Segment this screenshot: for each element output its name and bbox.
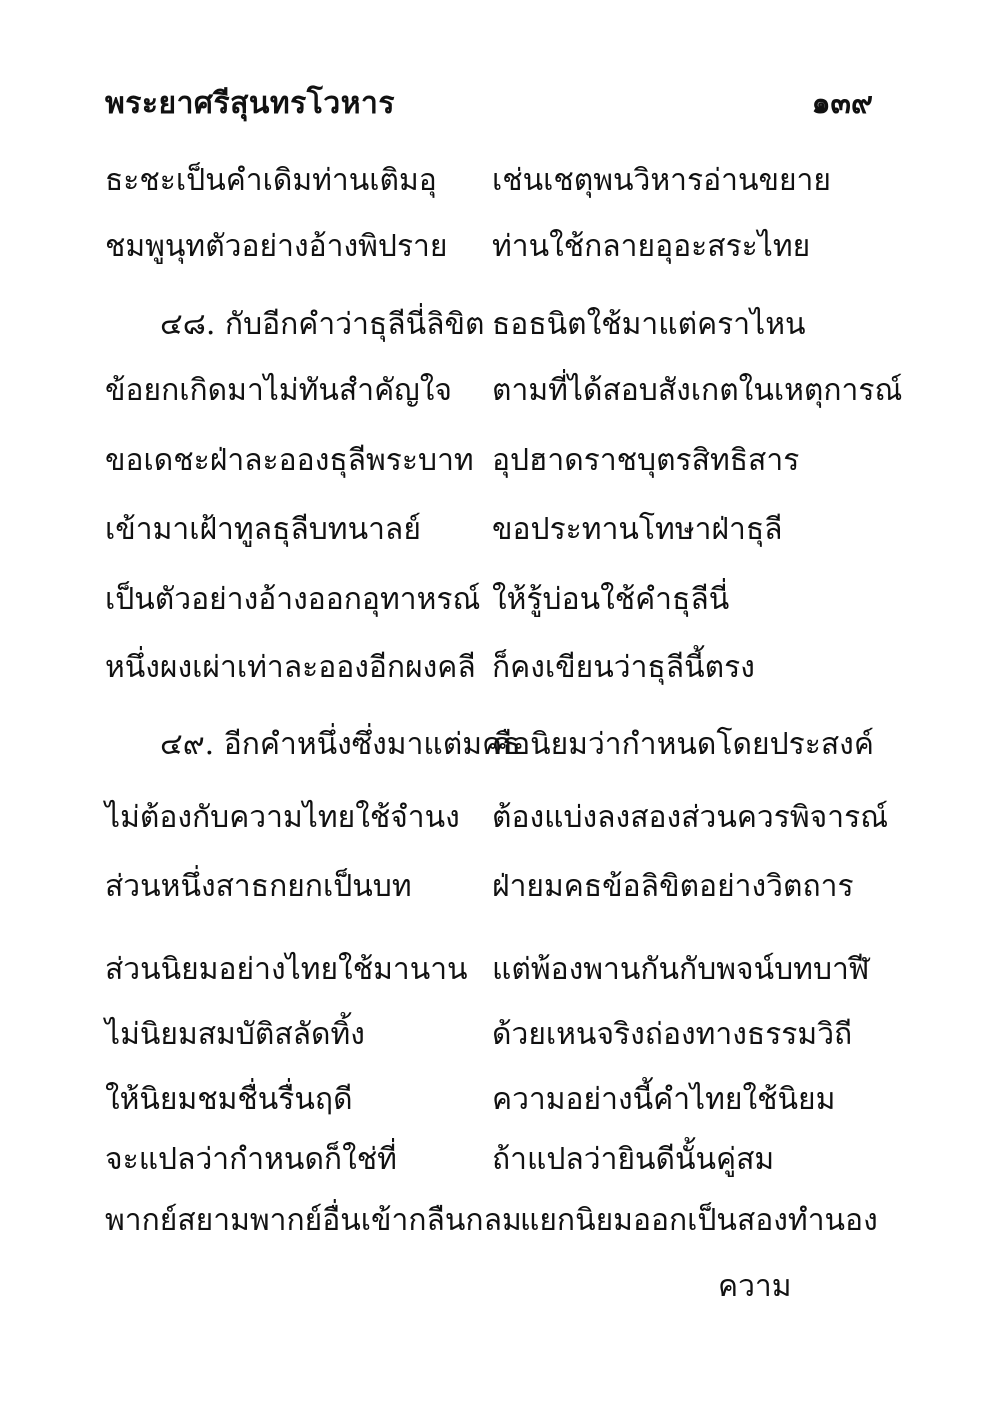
verse-second-hemistich: เช่นเชตุพนวิหารอ่านขยาย <box>492 163 831 198</box>
verse-line <box>0 222 983 272</box>
verse-first-hemistich: เข้ามาเฝ้าทูลธุลีบทนาลย์ <box>105 512 421 547</box>
verse-second-hemistich: คือนิยมว่ากำหนดโดยประสงค์ <box>492 727 874 762</box>
verse-line <box>0 1135 983 1185</box>
verse-second-hemistich: ให้รู้บ่อนใช้คำธุลีนี่ <box>492 582 730 617</box>
verse-first-hemistich: ส่วนหนึ่งสาธกยกเป็นบท <box>105 869 412 904</box>
verse-line <box>0 505 983 555</box>
verse-line <box>0 643 983 693</box>
verse-line <box>0 366 983 416</box>
verse-line <box>0 1010 983 1060</box>
verse-line <box>0 1196 983 1246</box>
verse-second-hemistich: ตามที่ได้สอบสังเกตในเหตุการณ์ <box>492 373 903 408</box>
verse-line <box>0 575 983 625</box>
verse-first-hemistich: จะแปลว่ากำหนดก็ใช่ที่ <box>105 1142 397 1177</box>
verse-line-numbered <box>0 300 983 350</box>
verse-second-hemistich: ต้องแบ่งลงสองส่วนควรพิจารณ์ <box>492 800 889 835</box>
verse-second-hemistich: แต่พ้องพานกันกับพจน์บทบาฬี <box>492 952 870 987</box>
verse-first-hemistich: ขอเดชะฝ่าละอองธุลีพระบาท <box>105 443 474 478</box>
verse-line-numbered <box>0 720 983 770</box>
verse-first-hemistich: ชมพูนุทตัวอย่างอ้างพิปราย <box>105 229 448 264</box>
verse-second-hemistich: ก็คงเขียนว่าธุลีนี้ตรง <box>492 650 755 685</box>
verse-first-hemistich: เป็นตัวอย่างอ้างออกอุทาหรณ์ <box>105 582 481 617</box>
verse-first-hemistich: ธะชะเป็นคำเดิมท่านเติมอุ <box>105 163 437 198</box>
verse-first-hemistich: หนึ่งผงเผ่าเท่าละอองอีกผงคลี <box>105 650 476 685</box>
verse-second-hemistich: ท่านใช้กลายอุอะสระไทย <box>492 229 811 264</box>
verse-second-hemistich: ด้วยเหนจริงถ่องทางธรรมวิถี <box>492 1017 853 1052</box>
verse-line <box>0 793 983 843</box>
verse-line <box>0 436 983 486</box>
verse-second-hemistich: ขอประทานโทษาฝ่าธุลี <box>492 512 783 547</box>
verse-second-hemistich: แยกนิยมออกเป็นสองทำนอง <box>520 1203 878 1238</box>
verse-second-hemistich: อุปฮาดราชบุตรสิทธิสาร <box>492 443 800 478</box>
verse-second-hemistich: ความอย่างนี้คำไทยใช้นิยม <box>492 1082 836 1117</box>
verse-first-hemistich: ๔๙. อีกคำหนึ่งซึ่งมาแต่มคธ <box>160 727 521 762</box>
catchword: ความ <box>718 1269 792 1304</box>
verse-second-hemistich: ฝ่ายมคธข้อลิขิตอย่างวิตถาร <box>492 869 854 904</box>
verse-line <box>0 945 983 995</box>
verse-first-hemistich: ให้นิยมชมชื่นรื่นฤดี <box>105 1082 353 1117</box>
verse-first-hemistich: ไม่นิยมสมบัติสลัดทิ้ง <box>105 1017 365 1052</box>
verse-second-hemistich: ถ้าแปลว่ายินดีนั้นคู่สม <box>492 1142 775 1177</box>
verse-first-hemistich: ส่วนนิยมอย่างไทยใช้มานาน <box>105 952 468 987</box>
verse-line <box>0 1075 983 1125</box>
page-number: ๑๓๙ <box>811 86 873 121</box>
page-header-title: พระยาศรีสุนทรโวหาร <box>105 86 395 121</box>
verse-first-hemistich: ไม่ต้องกับความไทยใช้จำนง <box>105 800 460 835</box>
verse-first-hemistich: ข้อยกเกิดมาไม่ทันสำคัญใจ <box>105 373 452 408</box>
verse-line <box>0 156 983 206</box>
verse-first-hemistich: พากย์สยามพากย์อื่นเข้ากลืนกลม <box>105 1203 522 1238</box>
verse-second-hemistich: ธอธนิตใช้มาแต่คราไหน <box>492 307 806 342</box>
verse-line <box>0 862 983 912</box>
verse-first-hemistich: ๔๘. กับอีกคำว่าธุลีนี่ลิขิต <box>160 307 485 342</box>
